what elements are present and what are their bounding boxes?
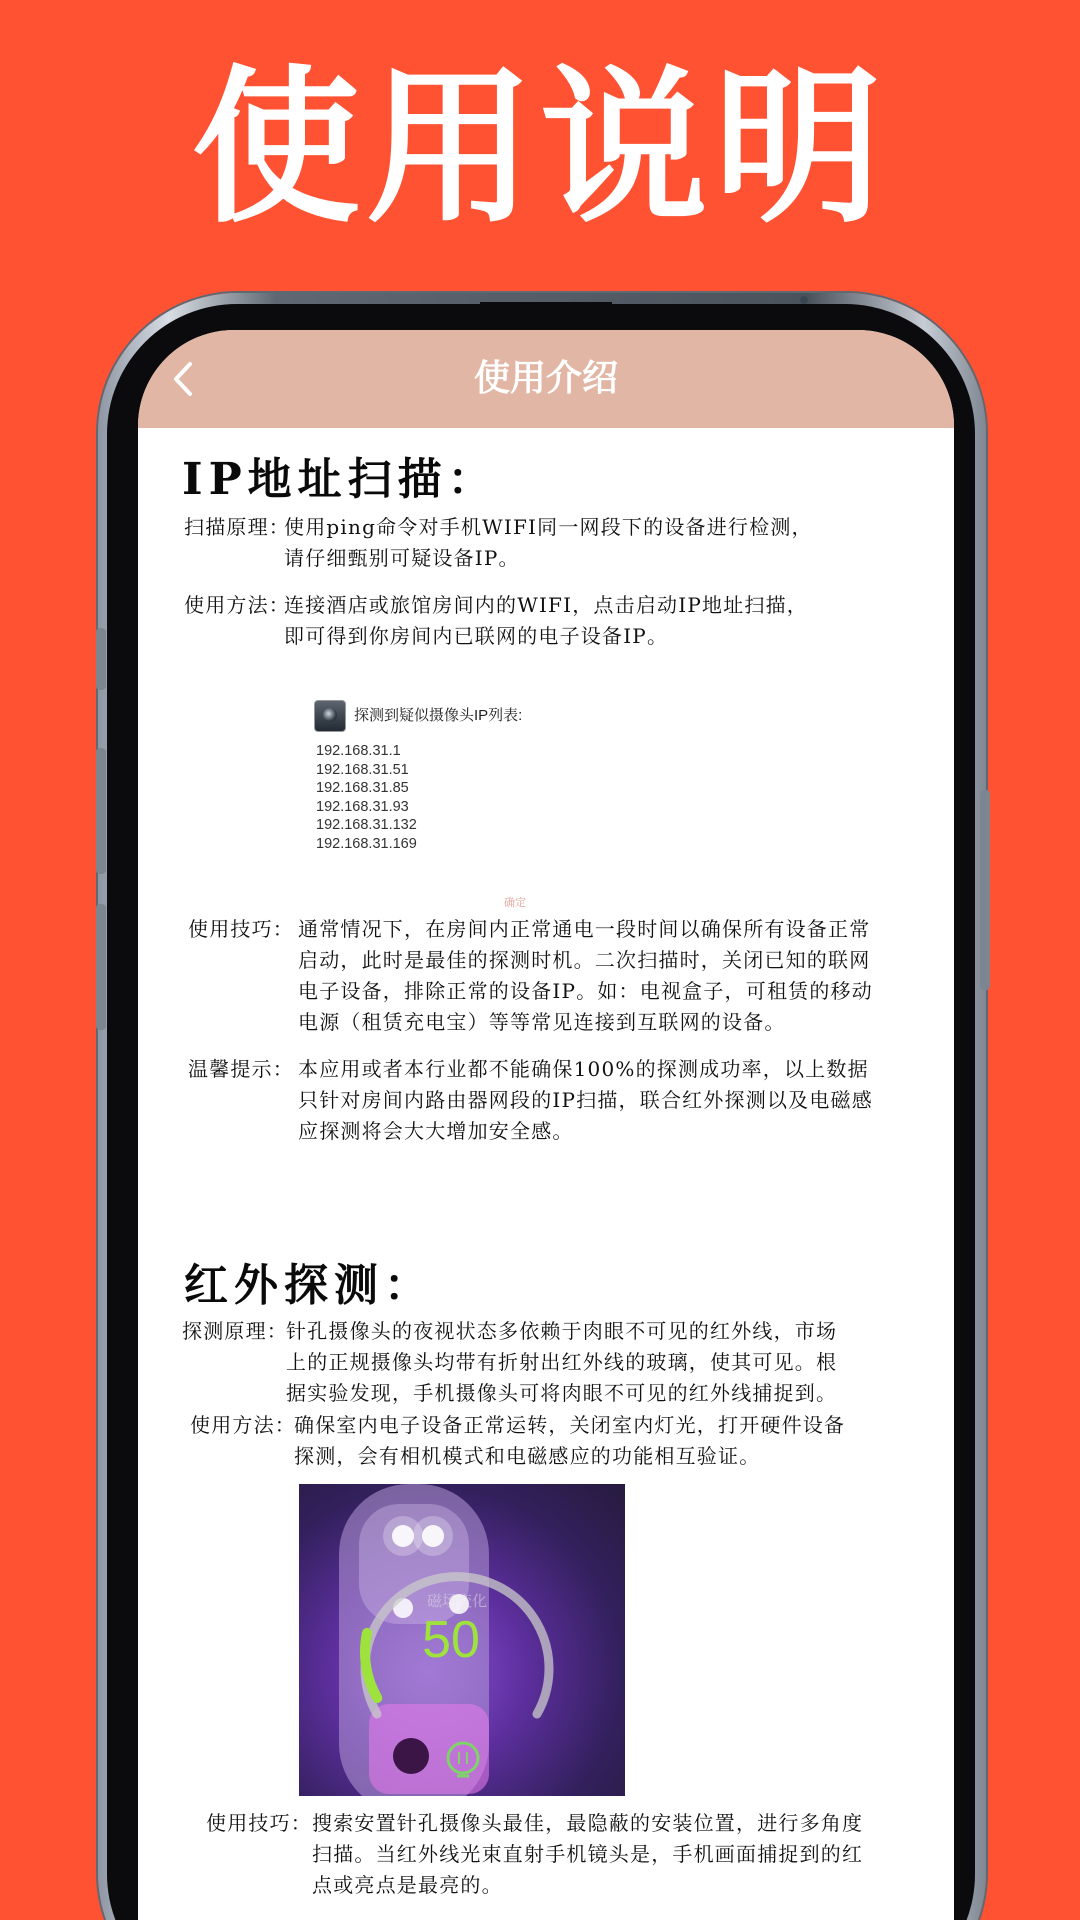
ip-method-label: 使用方法： (184, 593, 290, 617)
speaker-notch (480, 302, 612, 322)
gauge-value: 50 (422, 1611, 480, 1669)
ip-item: 192.168.31.169 (316, 835, 417, 852)
poster-title: 使用说明 (192, 48, 888, 246)
volume-down-button (96, 904, 106, 1030)
infrared-heading: 红外探测： (184, 1260, 434, 1311)
mute-switch (96, 628, 106, 690)
ip-dialog-title: 探测到疑似摄像头IP列表: (354, 707, 523, 724)
ip-list (316, 742, 417, 854)
confirm-button[interactable]: 确定 (504, 897, 526, 909)
camera-app-icon (314, 700, 346, 732)
ip-scan-heading: IP地址扫描： (182, 454, 498, 505)
ip-principle (184, 512, 824, 574)
ip-notice-label: 温馨提示： (188, 1057, 294, 1081)
ip-principle-label: 扫描原理： (184, 515, 290, 539)
ip-tips (188, 914, 888, 1038)
ir-method-text: 确保室内电子设备正常运转，关闭室内灯光，打开硬件设备探测，会有相机模式和电磁感应的功能相互验证。 (294, 1413, 846, 1468)
ir-tips-text: 搜索安置针孔摄像头最佳，最隐蔽的安装位置，进行多角度扫描。当红外线光束直射手机镜头是，手机画面捕捉到的红点或亮点是最亮的。 (312, 1811, 864, 1897)
instructions-content (138, 428, 954, 1920)
ir-principle-text: 针孔摄像头的夜视状态多依赖于肉眼不可见的红外线，市场上的正规摄像头均带有折射出红外线的玻璃，使其可见。根据实验发现，手机摄像头可将肉眼不可见的红外线捕捉到。 (286, 1319, 838, 1405)
ip-item: 192.168.31.132 (316, 817, 417, 834)
ir-method-label: 使用方法： (190, 1413, 296, 1437)
ip-notice-text: 本应用或者本行业都不能确保100%的探测成功率，以上数据只针对房间内路由器网段的IP扫描，联合红外探测以及电磁感应探测将会大大增加安全感。 (298, 1057, 873, 1143)
power-button (980, 790, 990, 990)
ip-result-dialog (314, 698, 694, 908)
page-title: 使用介绍 (473, 358, 618, 399)
ir-tips-label: 使用技巧： (206, 1811, 312, 1835)
ip-notice (188, 1054, 888, 1147)
infrared-camera-photo (299, 1484, 625, 1796)
gauge-caption: 磁场变化 (426, 1593, 487, 1610)
ip-tips-text: 通常情况下，在房间内正常通电一段时间以确保所有设备正常启动，此时是最佳的探测时机。二次扫描时，关闭已知的联网电子设备，排除正常的设备IP。如：电视盒子，可租赁的移动电源（租赁充电宝）等等常见连接到互联网的设备。 (298, 917, 873, 1034)
ip-item: 192.168.31.93 (316, 798, 409, 815)
ip-item: 192.168.31.1 (316, 743, 401, 759)
ir-principle-label: 探测原理： (182, 1319, 288, 1343)
ip-method (184, 590, 824, 652)
ir-method (190, 1410, 854, 1472)
ip-method-text: 连接酒店或旅馆房间内的WIFI，点击启动IP地址扫描，即可得到你房间内已联网的电子设备IP。 (284, 593, 808, 648)
ir-principle (182, 1316, 846, 1409)
ir-tips (206, 1808, 872, 1901)
ip-tips-label: 使用技巧： (188, 917, 294, 941)
ip-item: 192.168.31.85 (316, 780, 409, 797)
volume-up-button (96, 748, 106, 874)
app-header (138, 330, 954, 428)
front-sensor (800, 296, 808, 304)
phone-screen (138, 330, 954, 1920)
ip-item: 192.168.31.51 (316, 761, 409, 778)
ip-principle-text: 使用ping命令对手机WIFI同一网段下的设备进行检测，请仔细甄别可疑设备IP。 (284, 515, 813, 570)
